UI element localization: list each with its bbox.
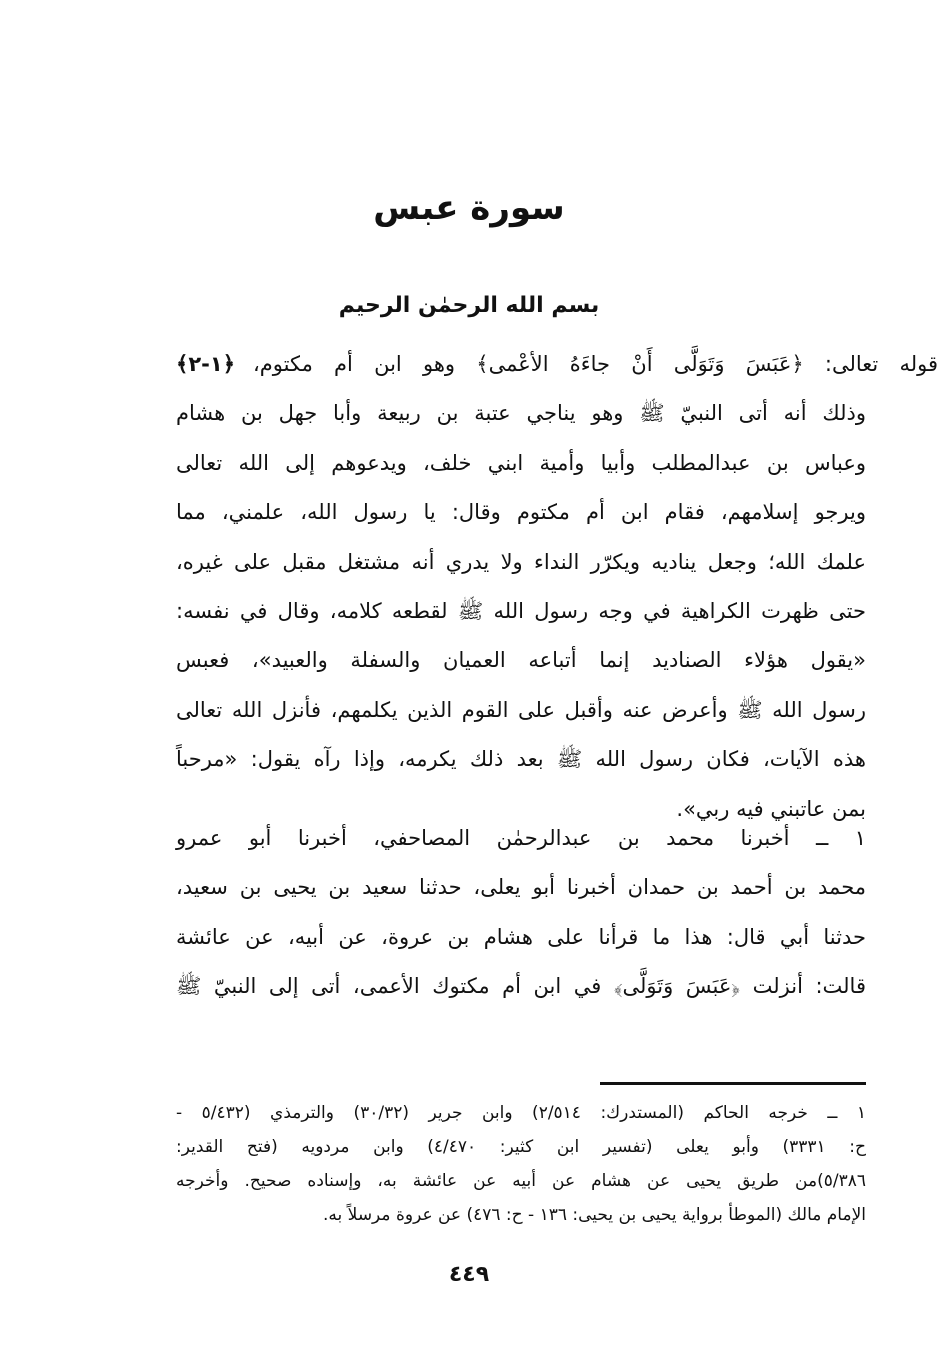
footnote-line: ٥/٣٨٦)من طريق يحيى عن هشام عن أبيه عن عائشة به، وإسناده صحيح. وأخرجه (176, 1171, 866, 1191)
text-line: محمد بن أحمد بن حمدان أخبرنا أبو يعلى، حدثنا سعيد بن يحيى بن سعيد، (176, 875, 866, 900)
text-line: وذلك أنه أتى النبيّ ﷺ وهو يناجي عتبة بن ربيعة وأبا جهل بن هشام (176, 401, 866, 426)
text-line: حدثنا أبي قال: هذا ما قرأنا على هشام بن عروة، عن أبيه، عن عائشة (176, 924, 866, 949)
surah-title: سورة عبس (373, 188, 565, 228)
page-number: ٤٤٩ (448, 1262, 490, 1287)
text-line: ويرجو إسلامهم، فقام ابن أم مكتوم وقال: يا رسول الله، علمني، مما (176, 500, 866, 525)
text-line: قوله تعالى: ﴿عَبَسَ وَتَوَلَّى أَنْ جاءَهُ الأعْمى﴾ وهو ابن أم مكتوم، (253, 352, 938, 376)
text-line: وعباس بن عبدالمطلب وأبيا وأمية ابني خلف، ويدعوهم إلى الله تعالى (176, 450, 866, 475)
text-line: ١ ــ أخبرنا محمد بن عبدالرحمٰن المصاحفي، أخبرنا أبو عمرو (176, 826, 866, 850)
text-line: رسول الله ﷺ وأعرض عنه وأقبل على القوم الذين يكلمهم، فأنزل الله تعالى (176, 697, 866, 722)
hadith-paragraph (176, 814, 866, 1012)
basmala: بسم الله الرحمٰن الرحيم (338, 293, 600, 318)
text-line: حتى ظهرت الكراهية في وجه رسول الله ﷺ لقطعه كلامه، وقال في نفسه: (176, 599, 866, 624)
footnote-divider (600, 1082, 866, 1085)
footnote-line: ح: ٣٣٣١) وأبو يعلى (تفسير ابن كثير: ٤/٤٧٠) وابن مردويه (فتح القدير: (176, 1137, 866, 1157)
text-line: قالت: أنزلت ﴿عَبَسَ وَتَوَلَّى﴾ في ابن أم مكتوك الأعمى، أتى إلى النبيّ ﷺ (176, 974, 866, 999)
text-line: بمن عاتبني فيه ربي». (676, 796, 866, 821)
tafsir-paragraph (176, 340, 938, 834)
text-line: هذه الآيات، فكان رسول الله ﷺ بعد ذلك يكرمه، وإذا رآه يقول: «مرحباً (176, 747, 866, 772)
text-line: «يقول هؤلاء الصناديد إنما أتباعه العميان والسفلة والعبيد»، فعبس (176, 648, 866, 673)
verse-reference: ﴿١-٢﴾ (176, 352, 235, 376)
text-line: علمك الله؛ وجعل يناديه ويكرّر النداء ولا يدري أنه مشتغل مقبل على غيره، (176, 549, 866, 574)
footnote-line: ١ ــ خرجه الحاكم (المستدرك: ٢/٥١٤) وابن جرير (٣٠/٣٢) والترمذي (٥/٤٣٢ - (176, 1103, 866, 1123)
footnotes (176, 1096, 866, 1232)
text-line-first (176, 340, 938, 389)
footnote-line: الإمام مالك (الموطأ برواية يحيى بن يحيى: ١٣٦ - ح: ٤٧٦) عن عروة مرسلاً به. (323, 1205, 866, 1225)
